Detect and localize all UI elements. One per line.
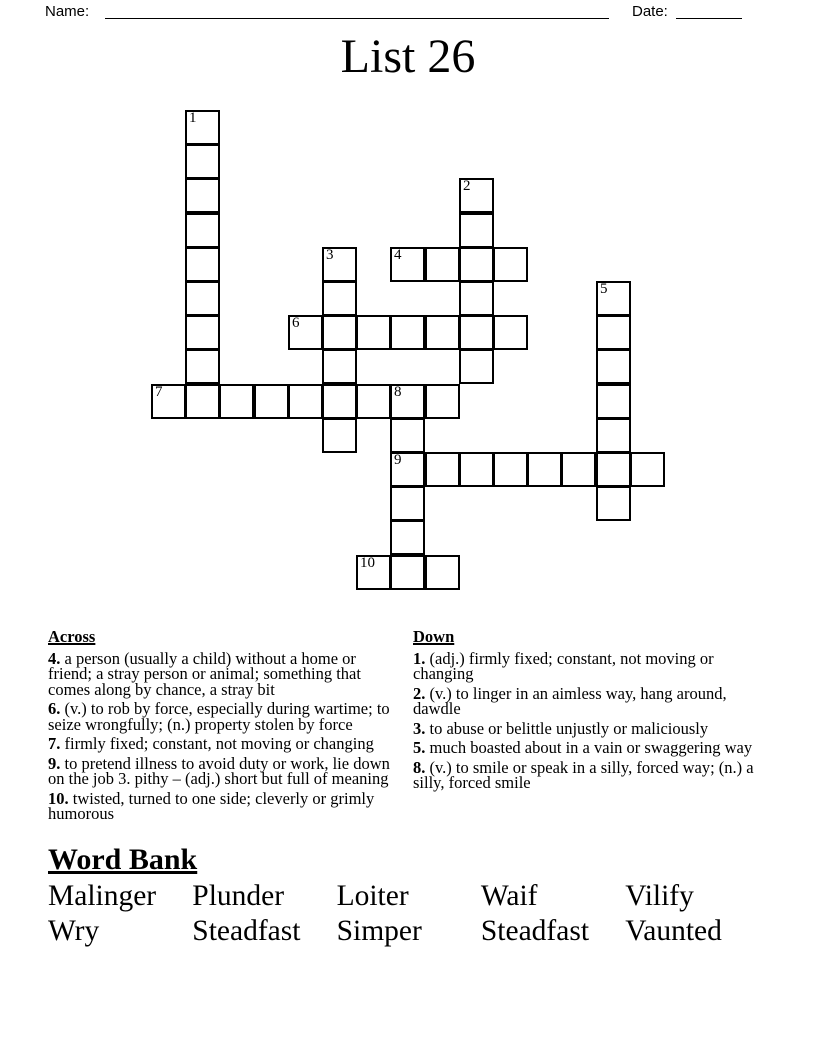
clue-text: twisted, turned to one side; cleverly or grimly humorous bbox=[48, 788, 375, 823]
grid-cell[interactable] bbox=[459, 247, 494, 282]
grid-cell[interactable] bbox=[459, 315, 494, 350]
grid-cell[interactable] bbox=[151, 384, 186, 419]
clue-number: 3. bbox=[413, 718, 426, 738]
clue-item bbox=[48, 753, 404, 788]
clue-item bbox=[413, 683, 770, 718]
across-clues-column bbox=[48, 629, 404, 826]
cell-number: 5 bbox=[600, 281, 608, 297]
grid-cell[interactable] bbox=[254, 384, 289, 419]
clue-number: 9. bbox=[48, 753, 61, 773]
grid-cell[interactable] bbox=[356, 555, 391, 590]
clue-number: 2. bbox=[413, 683, 426, 703]
word-bank-item: Wry bbox=[48, 915, 100, 947]
clue-text: to abuse or belittle unjustly or maliciously bbox=[425, 718, 709, 738]
across-title: Across bbox=[48, 627, 96, 646]
grid-cell[interactable] bbox=[185, 178, 220, 213]
grid-cell[interactable] bbox=[390, 384, 425, 419]
clue-text: (v.) to smile or speak in a silly, forced way; (n.) a silly, forced smile bbox=[413, 757, 754, 792]
grid-cell[interactable] bbox=[322, 315, 357, 350]
down-clues-column bbox=[413, 629, 770, 795]
clue-number: 8. bbox=[413, 757, 426, 777]
date-label: Date: bbox=[632, 3, 668, 20]
grid-cell[interactable] bbox=[493, 315, 528, 350]
grid-cell[interactable] bbox=[185, 247, 220, 282]
clue-item bbox=[48, 788, 404, 823]
clue-text: to pretend illness to avoid duty or work, lie down on the job 3. pithy – (adj.) short but full of meaning bbox=[48, 753, 390, 788]
word-bank-item: Malinger bbox=[48, 880, 157, 912]
grid-cell[interactable] bbox=[459, 213, 494, 248]
grid-cell[interactable] bbox=[493, 247, 528, 282]
grid-cell[interactable] bbox=[288, 315, 323, 350]
clue-item bbox=[48, 648, 404, 699]
grid-cell[interactable] bbox=[185, 213, 220, 248]
grid-cell[interactable] bbox=[185, 110, 220, 145]
clue-number: 1. bbox=[413, 648, 426, 668]
grid-cell[interactable] bbox=[322, 349, 357, 384]
word-bank-item: Vilify bbox=[625, 880, 694, 912]
page-title: List 26 bbox=[340, 30, 476, 83]
cell-number: 1 bbox=[189, 110, 197, 126]
grid-cell[interactable] bbox=[425, 452, 460, 487]
word-bank-item: Steadfast bbox=[192, 915, 301, 947]
grid-cell[interactable] bbox=[425, 384, 460, 419]
clue-text: a person (usually a child) without a home or friend; a stray person or animal; something that comes along by chance, a stray bit bbox=[48, 648, 361, 699]
cell-number: 4 bbox=[394, 247, 402, 263]
grid-cell[interactable] bbox=[390, 520, 425, 555]
name-label: Name: bbox=[45, 3, 90, 20]
grid-cell[interactable] bbox=[390, 247, 425, 282]
grid-cell[interactable] bbox=[390, 315, 425, 350]
clue-text: (v.) to linger in an aimless way, hang around, dawdle bbox=[413, 683, 727, 718]
clue-number: 6. bbox=[48, 699, 61, 718]
across-clue-list bbox=[48, 648, 404, 823]
grid-cell[interactable] bbox=[425, 247, 460, 282]
grid-cell[interactable] bbox=[288, 384, 323, 419]
grid-cell[interactable] bbox=[596, 452, 631, 487]
cell-number: 6 bbox=[292, 315, 300, 331]
clue-item bbox=[48, 701, 404, 732]
grid-cell[interactable] bbox=[185, 384, 220, 419]
grid-cell[interactable] bbox=[322, 384, 357, 419]
grid-cell[interactable] bbox=[596, 349, 631, 384]
cell-number: 2 bbox=[463, 178, 471, 194]
grid-cell[interactable] bbox=[527, 452, 562, 487]
grid-cell[interactable] bbox=[356, 384, 391, 419]
cell-number: 8 bbox=[394, 384, 402, 400]
grid-cell[interactable] bbox=[596, 384, 631, 419]
clue-text: (v.) to rob by force, especially during wartime; to seize wrongfully; (n.) property stolen by force bbox=[48, 699, 390, 734]
grid-cell[interactable] bbox=[185, 349, 220, 384]
grid-cell[interactable] bbox=[185, 144, 220, 179]
word-bank-item: Plunder bbox=[192, 880, 285, 912]
grid-cell[interactable] bbox=[219, 384, 254, 419]
clue-item bbox=[413, 718, 770, 738]
grid-cell[interactable] bbox=[390, 486, 425, 521]
grid-cell[interactable] bbox=[596, 281, 631, 316]
clue-item bbox=[413, 648, 770, 683]
word-bank-item: Steadfast bbox=[480, 915, 590, 947]
grid-cell[interactable] bbox=[596, 418, 631, 453]
grid-cell[interactable] bbox=[185, 281, 220, 316]
clue-item bbox=[413, 757, 770, 792]
clue-number: 7. bbox=[48, 734, 61, 753]
grid-cell[interactable] bbox=[322, 281, 357, 316]
cell-number: 10 bbox=[360, 555, 375, 571]
down-title: Down bbox=[413, 627, 455, 646]
grid-cell[interactable] bbox=[425, 555, 460, 590]
cell-number: 3 bbox=[326, 247, 334, 263]
word-bank-item: Waif bbox=[480, 880, 538, 912]
word-bank-item: Simper bbox=[336, 915, 422, 947]
word-bank bbox=[48, 879, 769, 949]
grid-cell[interactable] bbox=[493, 452, 528, 487]
grid-cell[interactable] bbox=[356, 315, 391, 350]
clue-number: 4. bbox=[48, 648, 61, 668]
grid-cell[interactable] bbox=[390, 452, 425, 487]
cell-number: 9 bbox=[394, 452, 402, 468]
grid-cell[interactable] bbox=[390, 418, 425, 453]
grid-cell[interactable] bbox=[185, 315, 220, 350]
grid-cell[interactable] bbox=[596, 315, 631, 350]
clue-text: (adj.) firmly fixed; constant, not moving or changing bbox=[413, 648, 714, 683]
cell-number: 7 bbox=[155, 384, 163, 400]
grid-cell[interactable] bbox=[322, 418, 357, 453]
grid-cell[interactable] bbox=[459, 281, 494, 316]
down-clue-list bbox=[413, 648, 770, 792]
grid-cell[interactable] bbox=[596, 486, 631, 521]
grid-cell[interactable] bbox=[459, 178, 494, 213]
grid-cell[interactable] bbox=[425, 315, 460, 350]
clue-number: 5. bbox=[413, 738, 426, 757]
word-bank-item: Vaunted bbox=[625, 915, 722, 947]
clue-text: firmly fixed; constant, not moving or changing bbox=[60, 734, 374, 753]
clue-number: 10. bbox=[48, 788, 69, 808]
word-bank-title: Word Bank bbox=[48, 843, 198, 876]
word-bank-item: Loiter bbox=[336, 880, 409, 912]
grid-cell[interactable] bbox=[459, 452, 494, 487]
grid-cell[interactable] bbox=[390, 555, 425, 590]
grid-cell[interactable] bbox=[459, 349, 494, 384]
grid-cell[interactable] bbox=[630, 452, 665, 487]
clue-text: much boasted about in a vain or swaggering way bbox=[425, 738, 753, 757]
clue-item bbox=[413, 740, 770, 756]
grid-cell[interactable] bbox=[561, 452, 596, 487]
clue-item bbox=[48, 736, 404, 752]
grid-cell[interactable] bbox=[322, 247, 357, 282]
